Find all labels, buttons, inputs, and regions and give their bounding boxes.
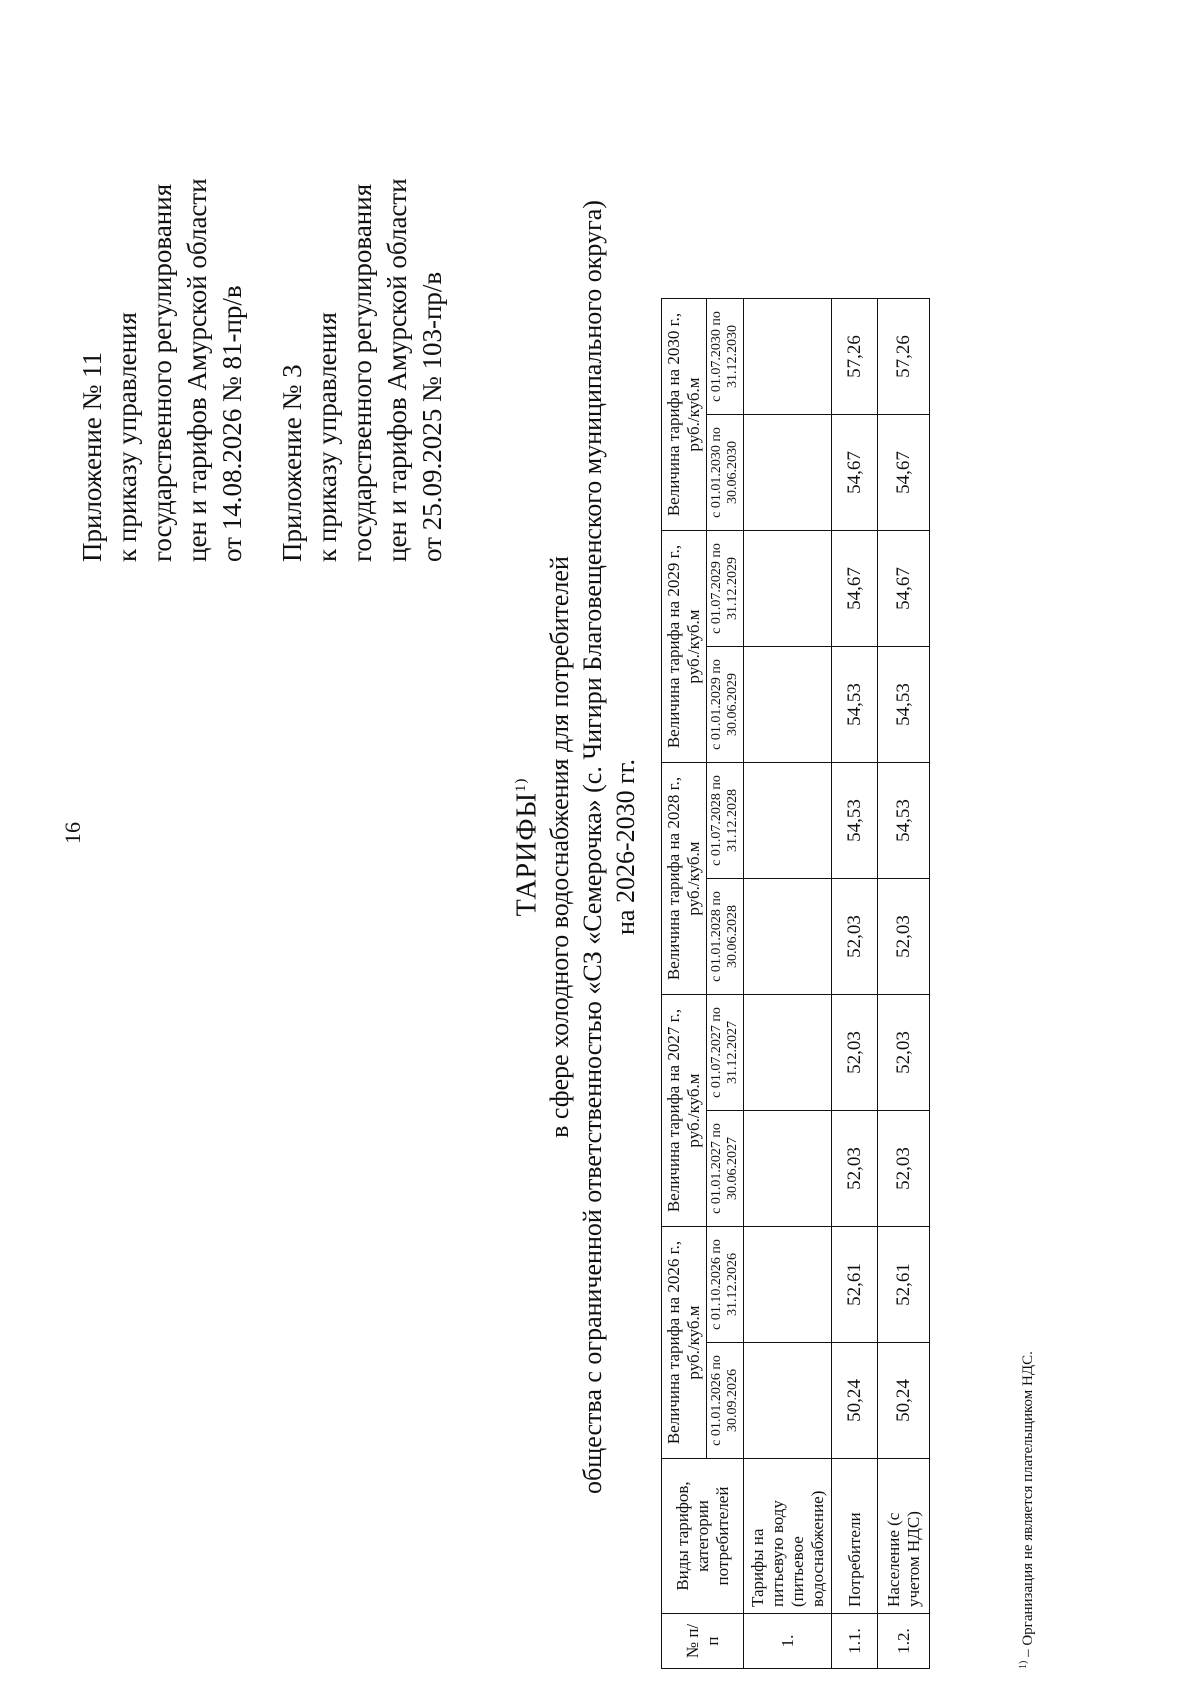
appendix-line: государственного регулирования [347,183,377,562]
header-number: № п/п [662,1614,744,1669]
row-number: 1.2. [878,1614,930,1669]
page-number: 16 [60,822,85,844]
row-value: 52,61 [878,1227,930,1343]
appendix-line: цен и тарифов Амурской области [182,178,212,562]
row-name: Потребители [832,1459,878,1614]
appendix-line: от 14.08.2026 № 81-пр/в [217,285,247,562]
header-period: с 01.01.2028 по 30.06.2028 [707,879,744,995]
appendix-line: цен и тарифов Амурской области [382,178,412,562]
row-value [744,1227,832,1343]
appendix-3-header [275,178,450,562]
header-period: с 01.10.2026 по 31.12.2026 [707,1227,744,1343]
row-number: 1. [744,1614,832,1669]
row-value: 54,53 [878,647,930,763]
row-value: 54,53 [832,763,878,879]
header-period: с 01.07.2030 по 31.12.2030 [707,299,744,415]
row-value [744,531,832,647]
header-period: с 01.01.2026 по 30.09.2026 [707,1343,744,1459]
title-main: ТАРИФЫ$^{1)}$ [511,777,543,917]
table-header-row [662,299,707,1669]
row-value: 57,26 [832,299,878,415]
appendix-line: Приложение № 11 [77,351,107,562]
row-value: 50,24 [878,1343,930,1459]
appendix-line: к приказу управления [312,312,342,562]
appendix-line: Приложение № 3 [277,364,307,562]
appendix-line: от 25.09.2025 № 103-пр/в [417,271,447,562]
row-value [744,763,832,879]
header-tariff-types: Виды тарифов, категории потребителей [662,1459,744,1614]
row-value [744,1343,832,1459]
row-value: 54,67 [878,531,930,647]
header-year-2030: Величина тарифа на 2030 г., руб./куб.м [662,299,707,531]
row-number: 1.1. [832,1614,878,1669]
header-period: с 01.01.2027 по 30.06.2027 [707,1111,744,1227]
row-value [744,995,832,1111]
appendix-line: к приказу управления [112,312,142,562]
row-value: 57,26 [878,299,930,415]
row-value [744,647,832,763]
tariff-table [661,298,930,1669]
row-value [744,415,832,531]
document-title [505,107,642,1587]
row-value [744,1111,832,1227]
appendix-11-header [75,178,250,562]
row-value: 52,03 [832,879,878,995]
header-year-2029: Величина тарифа на 2029 г., руб./куб.м [662,531,707,763]
row-value [744,299,832,415]
title-footnote-mark: 1) [513,777,529,793]
header-year-2027: Величина тарифа на 2027 г., руб./куб.м [662,995,707,1227]
title-line-4: на 2026-2030 гг. [611,759,641,936]
title-line-3: общества с ограниченной ответственностью «СЗ «Семерочка» (с. Чигири Благовещенского муниципального округа) [578,200,608,1494]
header-period: с 01.01.2030 по 30.06.2030 [707,415,744,531]
row-value: 54,53 [878,763,930,879]
row-value: 54,53 [832,647,878,763]
row-value: 52,03 [878,1111,930,1227]
row-value: 54,67 [832,415,878,531]
row-name: Население (с учетом НДС) [878,1459,930,1614]
row-value: 54,67 [832,531,878,647]
row-value: 52,03 [832,1111,878,1227]
header-period: с 01.07.2027 по 31.12.2027 [707,995,744,1111]
row-value: 52,03 [878,879,930,995]
row-value: 52,61 [832,1227,878,1343]
row-name: Тарифы на питьевую воду (питьевое водоснабжение) [744,1459,832,1614]
header-period: с 01.01.2029 по 30.06.2029 [707,647,744,763]
header-year-2028: Величина тарифа на 2028 г., руб./куб.м [662,763,707,995]
title-line-2: в сфере холодного водоснабжения для потребителей [545,556,575,1138]
footnote-mark: 1) [1018,1660,1029,1669]
footnote-text: – Организация не является плательщиком НДС. [1020,1351,1036,1661]
row-value [744,879,832,995]
header-period: с 01.07.2029 по 31.12.2029 [707,531,744,647]
row-value: 52,03 [832,995,878,1111]
header-period: с 01.07.2028 по 31.12.2028 [707,763,744,879]
appendix-line: государственного регулирования [147,183,177,562]
row-value: 50,24 [832,1343,878,1459]
row-value: 52,03 [878,995,930,1111]
row-value: 54,67 [878,415,930,531]
table-row [878,299,930,1669]
footnote [1018,1351,1037,1669]
table-row [744,299,832,1669]
header-year-2026: Величина тарифа на 2026 г., руб./куб.м [662,1227,707,1459]
table-row [832,299,878,1669]
